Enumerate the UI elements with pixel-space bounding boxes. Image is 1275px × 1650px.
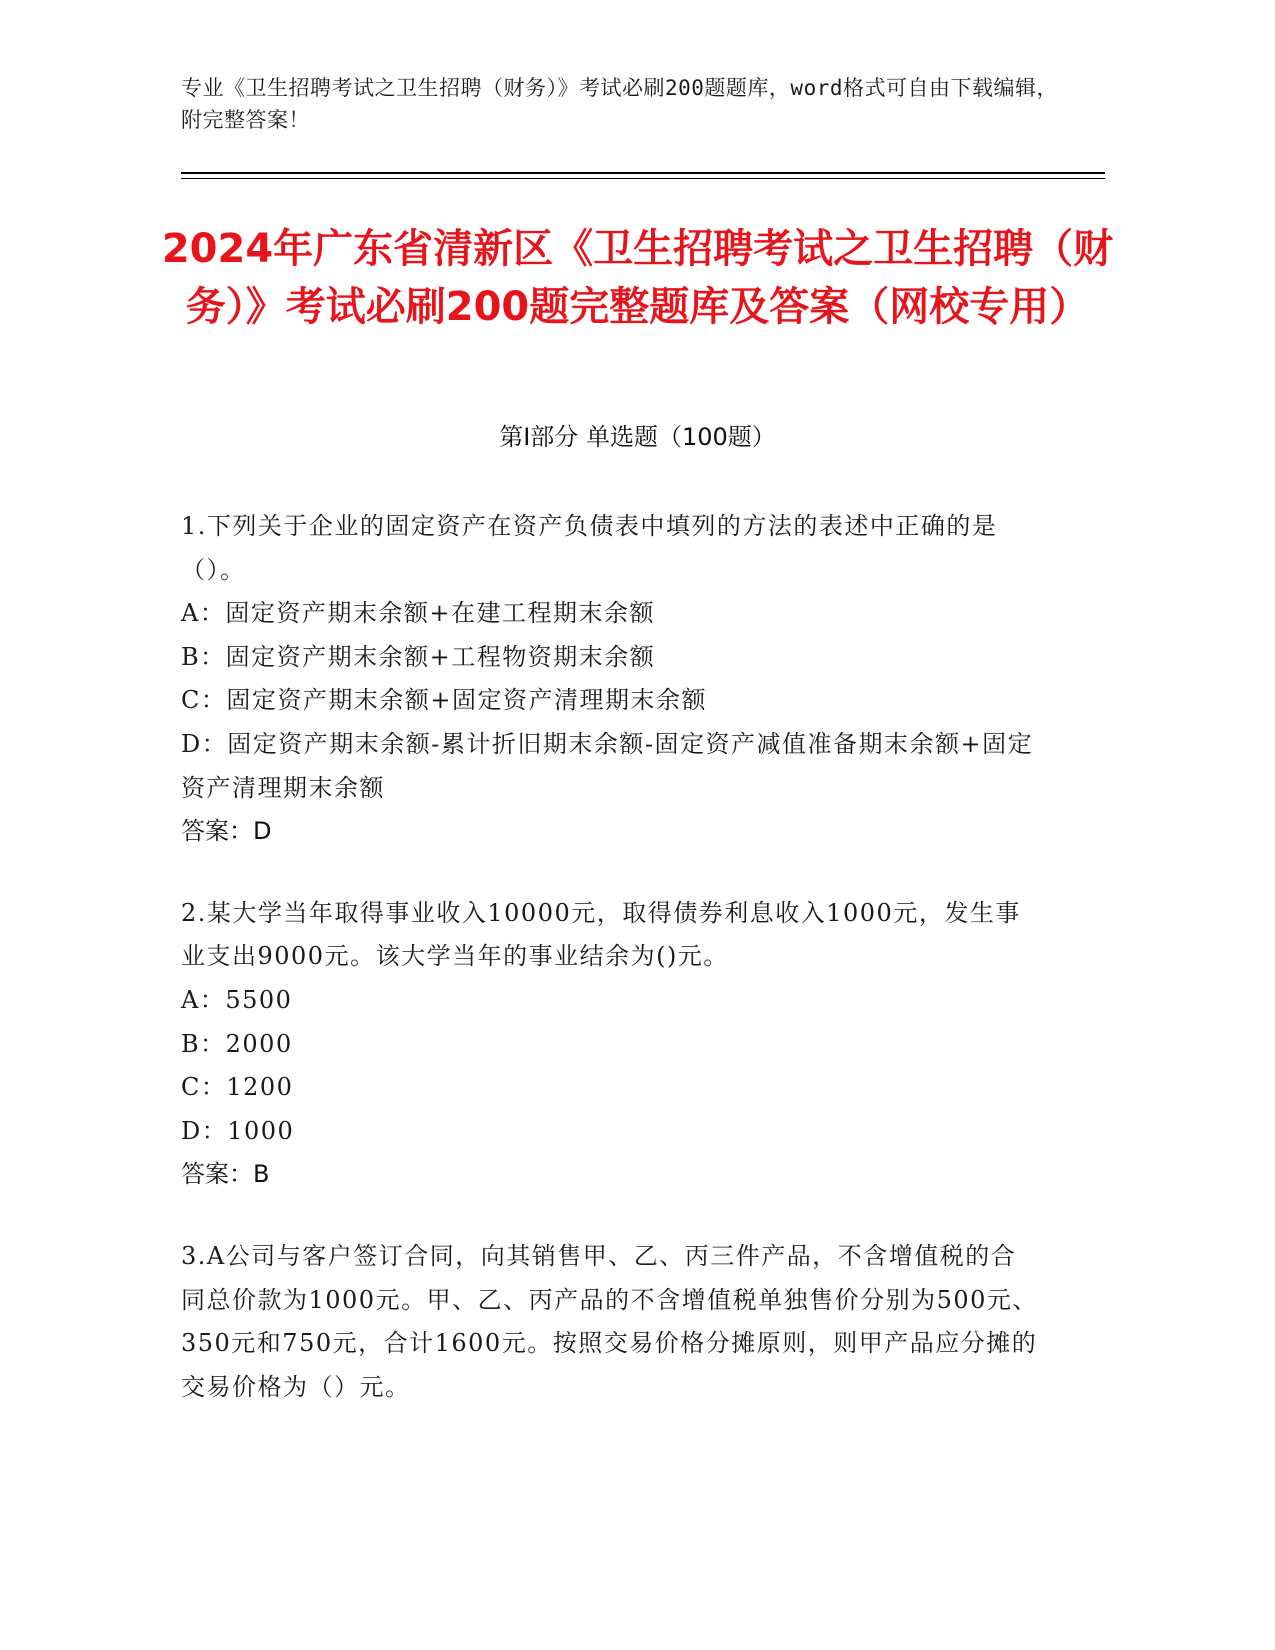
question-option-b: B：2000 [181,1029,293,1058]
question-option-a: A：5500 [181,985,293,1014]
question-1 [181,505,1041,854]
question-answer: 答案：B [181,1160,270,1189]
document-title: 2024年广东省清新区《卫生招聘考试之卫生招聘（财务）》考试必刷200题完整题库及答案（网校专用） [161,226,1114,330]
question-list [181,505,1041,1447]
header-divider-thick [181,172,1105,174]
question-option-c: C：1200 [181,1073,294,1102]
question-2 [181,892,1041,1197]
header-divider-thin [181,178,1105,179]
section-heading: 第Ⅰ部分 单选题（100题） [499,423,776,451]
question-3 [181,1235,1041,1409]
question-answer: 答案：D [181,817,272,846]
question-option-b: B：固定资产期末余额+工程物资期末余额 [181,642,656,671]
header-note: 专业《卫生招聘考试之卫生招聘（财务）》考试必刷200题题库，word格式可自由下载编辑，附完整答案！ [181,76,1058,132]
question-option-a: A：固定资产期末余额+在建工程期末余额 [181,599,655,628]
question-option-d: D：1000 [181,1116,295,1145]
question-stem: 1.下列关于企业的固定资产在资产负债表中填列的方法的表述中正确的是（）。 [181,512,998,584]
question-option-d: D：固定资产期末余额-累计折旧期末余额-固定资产减值准备期末余额+固定资产清理期末余额 [181,729,1034,802]
question-stem: 3.A公司与客户签订合同，向其销售甲、乙、丙三件产品，不含增值税的合同总价款为1000元。甲、乙、丙产品的不含增值税单独售价分别为500元、350元和750元，合计1600元。按照交易价格分摊原则，则甲产品应分摊的交易价格为（）元。 [181,1241,1038,1401]
question-option-c: C：固定资产期末余额+固定资产清理期末余额 [181,686,707,715]
question-stem: 2.某大学当年取得事业收入10000元，取得债券利息收入1000元，发生事业支出9000元。该大学当年的事业结余为()元。 [181,898,1021,971]
